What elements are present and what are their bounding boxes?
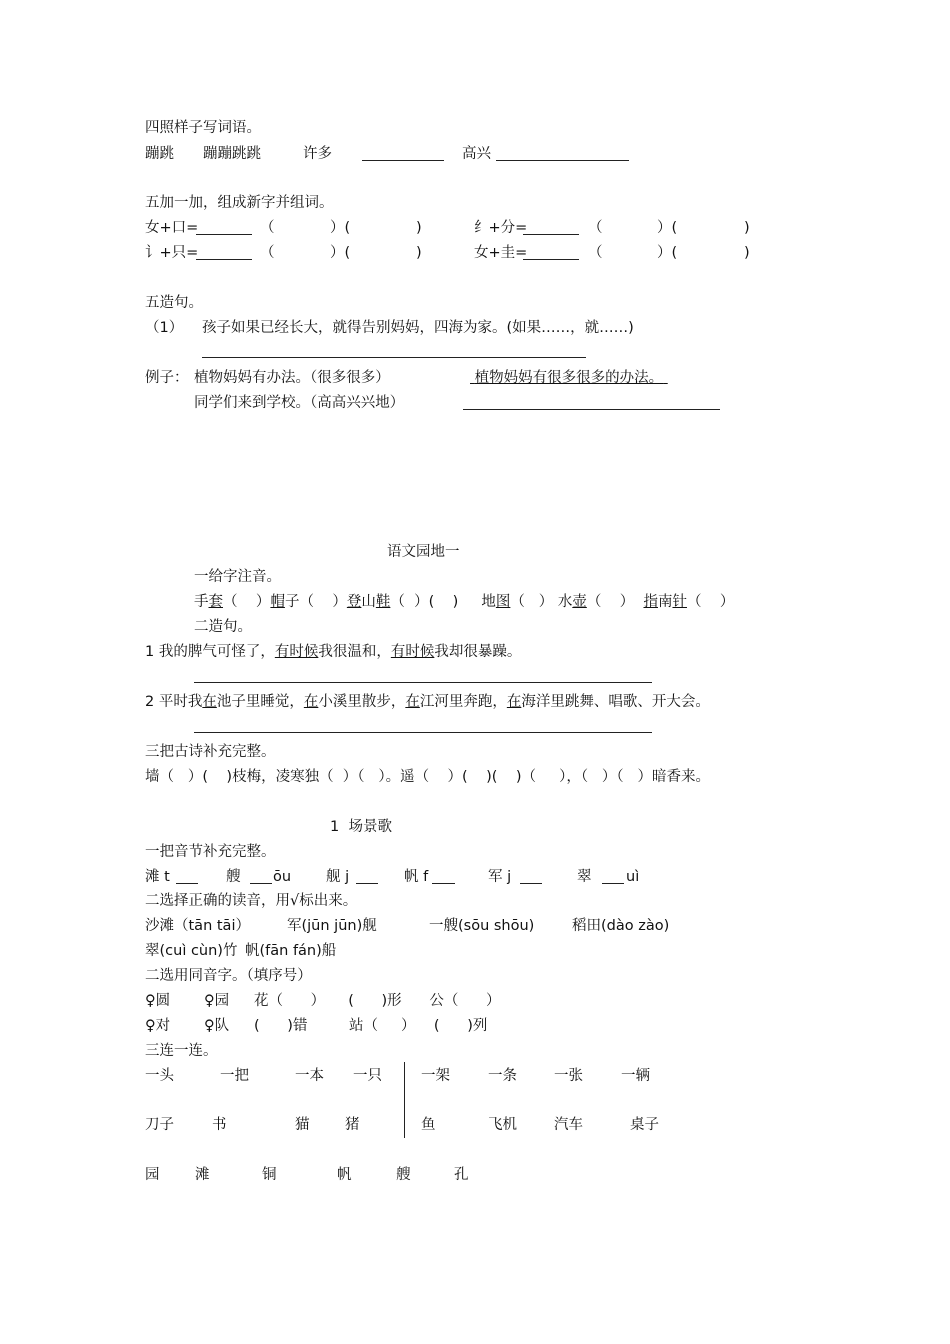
- measure-word[interactable]: 一条: [488, 1068, 517, 1084]
- reading-choice[interactable]: 一艘(sōu shōu): [429, 918, 535, 934]
- paren-close: ): [744, 245, 750, 261]
- reading-choice[interactable]: 沙滩（tān tāi）: [145, 918, 250, 934]
- noun-word[interactable]: 鱼: [421, 1117, 436, 1133]
- subsection-title: 三把古诗补充完整。: [145, 744, 276, 760]
- answer-line[interactable]: [194, 682, 652, 683]
- reading-choice[interactable]: 翠(cuì cùn)竹: [145, 943, 238, 959]
- syllable-item: 帆 f: [404, 869, 429, 885]
- option-circle-icon: ♀: [204, 1018, 215, 1034]
- noun-word[interactable]: 猪: [345, 1117, 360, 1133]
- prompt-word: 高兴: [462, 146, 491, 162]
- reading-choice[interactable]: 稻田(dào zào): [572, 918, 670, 934]
- syllable-item: 滩 t: [145, 869, 170, 885]
- column-divider: [404, 1062, 405, 1138]
- answer-blank[interactable]: [196, 245, 252, 260]
- measure-word[interactable]: 一头: [145, 1068, 174, 1084]
- paren-pair: ）(: [330, 220, 351, 236]
- answer-line[interactable]: [463, 409, 720, 410]
- option-item: ♀队: [204, 1018, 230, 1034]
- pinyin-row: 手套（ ）帽子（ ）登山鞋（ ）( ) 地图（ ） 水壶（ ） 指南针（ ）: [194, 594, 735, 610]
- option-item: ♀园: [204, 993, 230, 1009]
- noun-word[interactable]: 桌子: [630, 1117, 659, 1133]
- answer-blank[interactable]: [432, 869, 455, 884]
- paren-close: ): [744, 220, 750, 236]
- question-text: 同学们来到学校。（高高兴兴地）: [194, 395, 405, 411]
- subsection-title: 二选择正确的读音，用√标出来。: [145, 893, 358, 909]
- subsection-title: 一把音节补充完整。: [145, 844, 276, 860]
- option-circle-icon: ♀: [145, 993, 156, 1009]
- subsection-title: 二选用同音字。（填序号）: [145, 968, 312, 984]
- answer-blank[interactable]: [523, 220, 579, 235]
- answer-blank[interactable]: [196, 220, 252, 235]
- paren-pair: ）(: [657, 245, 678, 261]
- character-item: 帆: [337, 1167, 352, 1183]
- answer-blank[interactable]: [250, 869, 272, 884]
- paren-open: （: [260, 245, 275, 261]
- paren-pair: ）(: [657, 220, 678, 236]
- option-circle-icon: ♀: [204, 993, 215, 1009]
- answer-blank[interactable]: [356, 869, 378, 884]
- measure-word[interactable]: 一只: [353, 1068, 382, 1084]
- character-item: 滩: [195, 1167, 210, 1183]
- combine-item: 女+圭=: [474, 245, 528, 261]
- question-text: 孩子如果已经长大，就得告别妈妈，四海为家。(如果……，就……): [202, 320, 634, 336]
- section-title-write-words: 四照样子写词语。: [145, 120, 261, 136]
- combine-item: 讠+只=: [145, 245, 199, 261]
- option-circle-icon: ♀: [145, 1018, 156, 1034]
- measure-word[interactable]: 一架: [421, 1068, 450, 1084]
- noun-word[interactable]: 飞机: [488, 1117, 517, 1133]
- example-word: 蹦蹦跳跳: [203, 146, 261, 162]
- question-text: 1 我的脾气可怪了，有时候我很温和，有时候我却很暴躁。: [145, 644, 522, 660]
- syllable-suffix: ōu: [273, 869, 292, 885]
- example-word: 蹦跳: [145, 146, 174, 162]
- example-label: 例子：: [145, 370, 189, 386]
- combine-item: 纟+分=: [474, 220, 528, 236]
- character-item: 铜: [262, 1167, 277, 1183]
- answer-blank[interactable]: [523, 245, 579, 260]
- example-question: 植物妈妈有办法。（很多很多）: [194, 370, 390, 386]
- character-item: 孔: [454, 1167, 469, 1183]
- combine-item: 女+口=: [145, 220, 199, 236]
- reading-choice[interactable]: 军(jūn jūn)舰: [287, 918, 377, 934]
- syllable-item: 舰 j: [326, 869, 350, 885]
- syllable-item: 军 j: [488, 869, 512, 885]
- subsection-title: 三连一连。: [145, 1043, 218, 1059]
- example-answer: 植物妈妈有很多很多的办法。: [474, 370, 664, 386]
- paren-open: （: [588, 220, 603, 236]
- character-item: 艘: [396, 1167, 411, 1183]
- option-item: ♀对: [145, 1018, 171, 1034]
- answer-line[interactable]: [202, 357, 586, 358]
- question-number: （1）: [145, 320, 184, 336]
- answer-blank[interactable]: [496, 146, 629, 161]
- character-item: 园: [145, 1167, 160, 1183]
- measure-word[interactable]: 一张: [554, 1068, 583, 1084]
- section-heading: 语文园地一: [387, 544, 460, 560]
- poem-line: 墙（ ）( )枝梅，凌寒独（ ）（ ）。遥（ ）( )( )（ ），（ ）（ ）暗香来。: [145, 769, 711, 785]
- subsection-title: 二造句。: [194, 619, 252, 635]
- fill-item: ( )错 站（ ） ( )列: [254, 1018, 488, 1034]
- option-item: ♀圆: [145, 993, 171, 1009]
- noun-word[interactable]: 猫: [295, 1117, 310, 1133]
- measure-word[interactable]: 一辆: [621, 1068, 650, 1084]
- section-title-combine: 五加一加，组成新字并组词。: [145, 195, 334, 211]
- answer-blank[interactable]: [602, 869, 624, 884]
- subsection-title: 一给字注音。: [194, 569, 281, 585]
- section-title-sentence: 五造句。: [145, 295, 203, 311]
- question-text: 2 平时我在池子里睡觉，在小溪里散步，在江河里奔跑，在海洋里跳舞、唱歌、开大会。: [145, 694, 710, 710]
- answer-blank[interactable]: [362, 146, 444, 161]
- prompt-word: 许多: [303, 146, 332, 162]
- answer-line[interactable]: [194, 732, 652, 733]
- answer-blank[interactable]: [520, 869, 542, 884]
- fill-item: 花（ ） ( )形 公（ ）: [254, 993, 501, 1009]
- noun-word[interactable]: 汽车: [554, 1117, 583, 1133]
- noun-word[interactable]: 书: [212, 1117, 227, 1133]
- reading-choice[interactable]: 帆(fān fán)船: [245, 943, 337, 959]
- paren-open: （: [260, 220, 275, 236]
- syllable-item: 艘: [226, 869, 241, 885]
- paren-pair: ）(: [330, 245, 351, 261]
- syllable-item: 翠: [577, 869, 592, 885]
- paren-close: ): [416, 220, 422, 236]
- paren-close: ): [416, 245, 422, 261]
- paren-open: （: [588, 245, 603, 261]
- measure-word[interactable]: 一本: [295, 1068, 324, 1084]
- syllable-suffix: uì: [626, 869, 640, 885]
- measure-word[interactable]: 一把: [220, 1068, 249, 1084]
- noun-word[interactable]: 刀子: [145, 1117, 174, 1133]
- lesson-heading: 1 场景歌: [330, 819, 392, 835]
- answer-blank[interactable]: [176, 869, 198, 884]
